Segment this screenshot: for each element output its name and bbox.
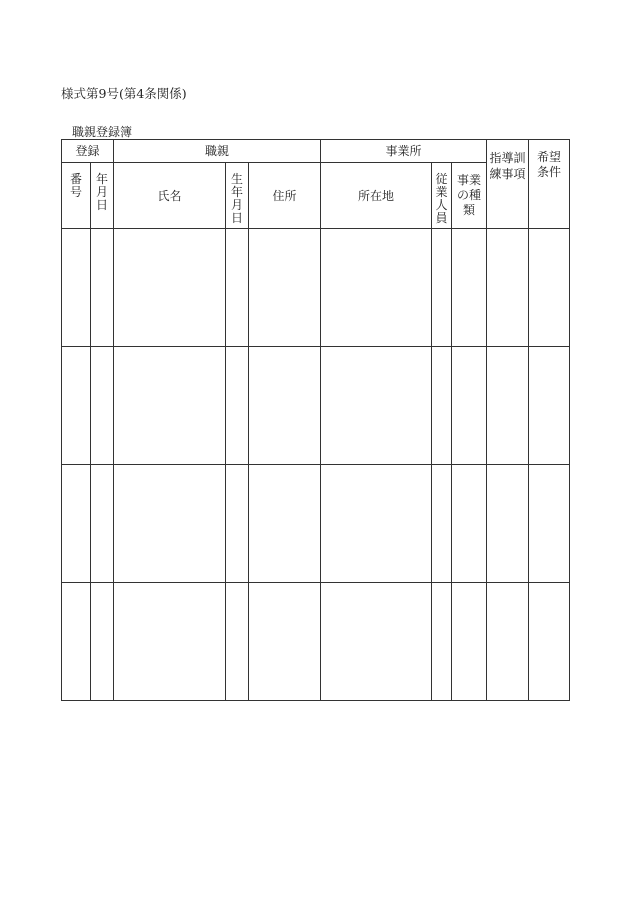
cell-conditions[interactable] <box>529 229 570 347</box>
cell-name[interactable] <box>114 583 226 701</box>
cell-number[interactable] <box>62 583 91 701</box>
cell-business-type[interactable] <box>452 229 487 347</box>
table-row <box>62 229 570 347</box>
table-row <box>62 465 570 583</box>
header-office: 事業所 <box>321 140 487 163</box>
header-birthdate-text: 生年月日 <box>230 172 243 225</box>
cell-location[interactable] <box>321 229 432 347</box>
cell-date[interactable] <box>91 465 114 583</box>
form-label: 様式第9号(第4条関係) <box>61 86 187 101</box>
cell-birthdate[interactable] <box>226 347 249 465</box>
cell-guidance[interactable] <box>487 347 529 465</box>
header-location: 所在地 <box>321 163 432 229</box>
cell-address[interactable] <box>249 465 321 583</box>
cell-guidance[interactable] <box>487 583 529 701</box>
table-title: 職親登録簿 <box>72 125 133 139</box>
header-employees <box>432 163 452 229</box>
header-address: 住所 <box>249 163 321 229</box>
cell-address[interactable] <box>249 229 321 347</box>
cell-date[interactable] <box>91 583 114 701</box>
cell-birthdate[interactable] <box>226 465 249 583</box>
header-registration: 登録 <box>62 140 114 163</box>
cell-birthdate[interactable] <box>226 583 249 701</box>
header-row-1 <box>62 140 570 163</box>
cell-employees[interactable] <box>432 229 452 347</box>
cell-guidance[interactable] <box>487 465 529 583</box>
cell-name[interactable] <box>114 347 226 465</box>
cell-employees[interactable] <box>432 583 452 701</box>
cell-number[interactable] <box>62 229 91 347</box>
header-number <box>62 163 91 229</box>
cell-birthdate[interactable] <box>226 229 249 347</box>
cell-address[interactable] <box>249 583 321 701</box>
header-business-type-text: 事業の種類 <box>456 173 481 217</box>
header-guidance-text: 指導訓練事項 <box>489 151 526 181</box>
cell-business-type[interactable] <box>452 465 487 583</box>
header-business-type <box>452 163 487 229</box>
cell-location[interactable] <box>321 465 432 583</box>
cell-date[interactable] <box>91 229 114 347</box>
header-shokuoya: 職親 <box>114 140 321 163</box>
register-table <box>61 139 570 701</box>
cell-conditions[interactable] <box>529 465 570 583</box>
header-birthdate <box>226 163 249 229</box>
cell-number[interactable] <box>62 465 91 583</box>
cell-number[interactable] <box>62 347 91 465</box>
cell-conditions[interactable] <box>529 583 570 701</box>
header-employees-text: 従業人員 <box>435 172 448 225</box>
header-date <box>91 163 114 229</box>
cell-business-type[interactable] <box>452 583 487 701</box>
cell-guidance[interactable] <box>487 229 529 347</box>
header-date-text: 年月日 <box>95 172 108 212</box>
cell-location[interactable] <box>321 583 432 701</box>
cell-name[interactable] <box>114 465 226 583</box>
cell-employees[interactable] <box>432 465 452 583</box>
cell-address[interactable] <box>249 347 321 465</box>
header-conditions <box>529 140 570 229</box>
header-conditions-text: 希望条件 <box>536 150 561 179</box>
table-row <box>62 583 570 701</box>
cell-employees[interactable] <box>432 347 452 465</box>
cell-date[interactable] <box>91 347 114 465</box>
header-name: 氏名 <box>114 163 226 229</box>
cell-business-type[interactable] <box>452 347 487 465</box>
data-rows <box>62 229 570 701</box>
cell-conditions[interactable] <box>529 347 570 465</box>
header-number-text: 番号 <box>69 172 82 199</box>
cell-name[interactable] <box>114 229 226 347</box>
header-guidance <box>487 140 529 229</box>
table-row <box>62 347 570 465</box>
cell-location[interactable] <box>321 347 432 465</box>
